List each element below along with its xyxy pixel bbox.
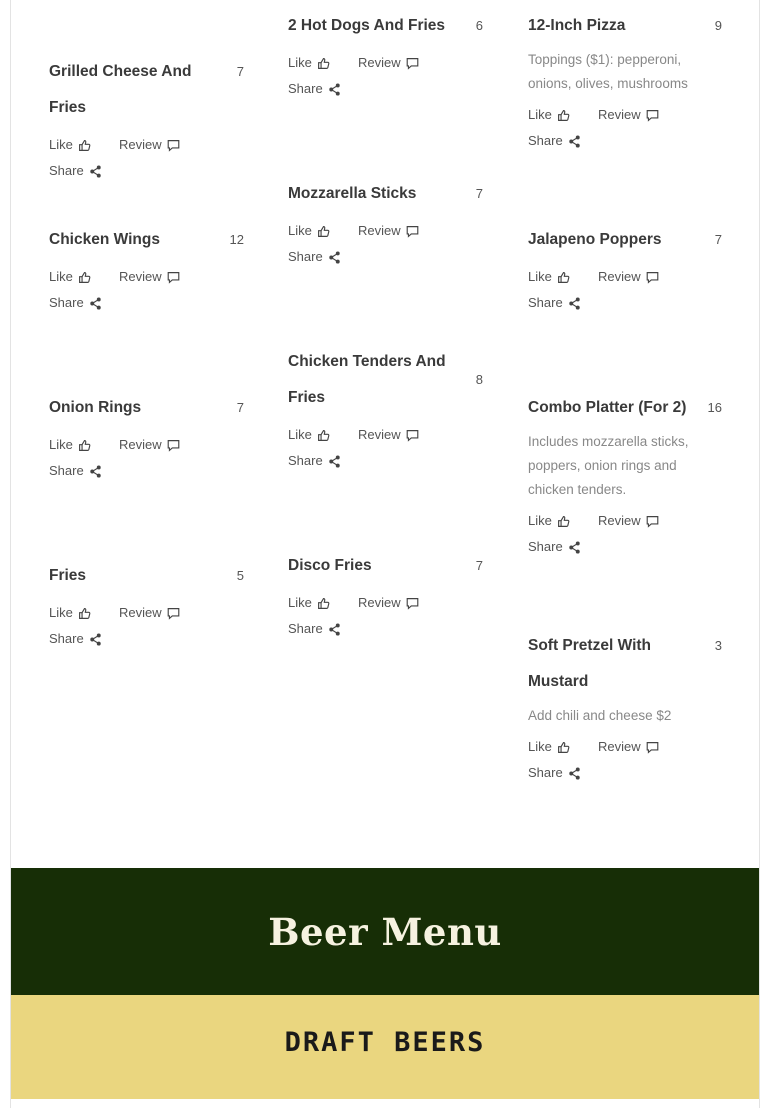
share-icon — [328, 623, 341, 636]
share-label: Share — [288, 81, 323, 96]
menu-item-disco-fries — [288, 548, 483, 642]
like-button[interactable] — [49, 600, 91, 626]
menu-item-header — [49, 222, 244, 258]
review-label: Review — [119, 605, 162, 620]
menu-item-name: Grilled Cheese And Fries — [49, 63, 192, 116]
draft-beers-banner — [11, 995, 759, 1099]
menu-item-header — [528, 222, 722, 258]
review-label: Review — [358, 427, 401, 442]
like-button[interactable] — [49, 132, 91, 158]
menu-item-name: Soft Pretzel With Mustard — [528, 637, 652, 690]
review-button[interactable] — [119, 132, 180, 158]
thumbs-up-icon — [78, 139, 91, 152]
thumbs-up-icon — [317, 429, 330, 442]
share-button[interactable] — [49, 158, 102, 184]
share-button[interactable] — [288, 448, 341, 474]
thumbs-up-icon — [78, 439, 91, 452]
menu-item-actions — [49, 600, 244, 652]
like-button[interactable] — [49, 432, 91, 458]
like-label: Like — [49, 605, 73, 620]
menu-item-header — [288, 176, 483, 212]
share-button[interactable] — [49, 458, 102, 484]
menu-item-name: Mozzarella Sticks — [288, 185, 417, 202]
comment-icon — [646, 741, 659, 754]
menu-item-name: Jalapeno Poppers — [528, 231, 662, 248]
comment-icon — [406, 429, 419, 442]
menu-item-header — [288, 344, 483, 416]
menu-item-grilled-cheese-and-fries — [49, 54, 244, 184]
like-button[interactable] — [49, 264, 91, 290]
review-label: Review — [358, 55, 401, 70]
like-label: Like — [528, 107, 552, 122]
comment-icon — [646, 515, 659, 528]
menu-item-header — [528, 8, 722, 44]
share-button[interactable] — [288, 244, 341, 270]
share-button[interactable] — [528, 760, 581, 786]
share-icon — [568, 297, 581, 310]
review-button[interactable] — [598, 508, 659, 534]
share-icon — [89, 633, 102, 646]
menu-item-fries — [49, 558, 244, 652]
menu-item-2-hot-dogs-and-fries — [288, 8, 483, 102]
menu-item-actions — [49, 432, 244, 484]
comment-icon — [167, 607, 180, 620]
share-label: Share — [49, 163, 84, 178]
menu-item-actions — [288, 50, 483, 102]
thumbs-up-icon — [557, 515, 570, 528]
menu-item-actions — [528, 264, 722, 316]
menu-item-name: Combo Platter (For 2) — [528, 399, 687, 416]
menu-item-header — [49, 390, 244, 426]
menu-item-name: Onion Rings — [49, 399, 142, 416]
review-label: Review — [358, 595, 401, 610]
menu-item-name: 12-Inch Pizza — [528, 17, 626, 34]
beer-menu-banner — [11, 868, 759, 995]
like-label: Like — [288, 595, 312, 610]
thumbs-up-icon — [317, 225, 330, 238]
menu-item-header — [49, 54, 244, 126]
like-button[interactable] — [288, 590, 330, 616]
like-button[interactable] — [528, 264, 570, 290]
review-button[interactable] — [598, 102, 659, 128]
thumbs-up-icon — [317, 57, 330, 70]
comment-icon — [167, 271, 180, 284]
menu-item-name: Chicken Tenders And Fries — [288, 353, 446, 406]
like-label: Like — [288, 55, 312, 70]
share-label: Share — [49, 463, 84, 478]
review-button[interactable] — [598, 734, 659, 760]
like-label: Like — [528, 513, 552, 528]
menu-item-price: 9 — [714, 18, 722, 33]
menu-item-actions — [49, 132, 244, 184]
like-label: Like — [49, 137, 73, 152]
like-button[interactable] — [528, 734, 570, 760]
like-label: Like — [49, 437, 73, 452]
review-button[interactable] — [358, 590, 419, 616]
menu-item-price: 7 — [236, 64, 244, 79]
draft-beers-title: DRAFT BEERS — [284, 1026, 486, 1058]
menu-item-name: Chicken Wings — [49, 231, 160, 248]
menu-item-actions — [288, 422, 483, 474]
menu-item-price: 12 — [229, 232, 244, 247]
share-button[interactable] — [528, 128, 581, 154]
menu-item-actions — [288, 590, 483, 642]
share-icon — [89, 297, 102, 310]
menu-item-combo-platter-for-2 — [528, 390, 722, 560]
menu-item-price: 6 — [475, 18, 483, 33]
share-button[interactable] — [288, 616, 341, 642]
share-icon — [89, 465, 102, 478]
review-button[interactable] — [358, 50, 419, 76]
review-button[interactable] — [119, 264, 180, 290]
comment-icon — [167, 139, 180, 152]
menu-item-soft-pretzel-with-mustard — [528, 628, 722, 786]
review-label: Review — [119, 437, 162, 452]
share-icon — [328, 83, 341, 96]
comment-icon — [646, 271, 659, 284]
menu-item-name: 2 Hot Dogs And Fries — [288, 17, 446, 34]
menu-item-actions — [288, 218, 483, 270]
like-label: Like — [528, 269, 552, 284]
share-icon — [568, 541, 581, 554]
menu-item-price: 5 — [236, 568, 244, 583]
menu-item-header — [288, 8, 483, 44]
share-label: Share — [528, 539, 563, 554]
menu-item-mozzarella-sticks — [288, 176, 483, 270]
menu-item-actions — [528, 102, 722, 154]
menu-item-12-inch-pizza — [528, 8, 722, 154]
review-label: Review — [119, 137, 162, 152]
thumbs-up-icon — [557, 741, 570, 754]
like-button[interactable] — [288, 422, 330, 448]
thumbs-up-icon — [557, 109, 570, 122]
review-label: Review — [598, 739, 641, 754]
menu-item-header — [528, 390, 722, 426]
like-label: Like — [288, 427, 312, 442]
share-button[interactable] — [49, 290, 102, 316]
menu-item-description: Toppings ($1): pepperoni, onions, olives, mushrooms — [528, 52, 688, 91]
review-label: Review — [119, 269, 162, 284]
share-button[interactable] — [288, 76, 341, 102]
comment-icon — [406, 597, 419, 610]
share-label: Share — [288, 621, 323, 636]
menu-item-header — [528, 628, 722, 700]
like-label: Like — [288, 223, 312, 238]
thumbs-up-icon — [317, 597, 330, 610]
share-icon — [89, 165, 102, 178]
comment-icon — [646, 109, 659, 122]
share-label: Share — [288, 249, 323, 264]
menu-item-price: 7 — [475, 186, 483, 201]
share-label: Share — [288, 453, 323, 468]
thumbs-up-icon — [78, 271, 91, 284]
comment-icon — [406, 225, 419, 238]
share-label: Share — [528, 295, 563, 310]
share-button[interactable] — [528, 290, 581, 316]
review-label: Review — [598, 269, 641, 284]
review-label: Review — [358, 223, 401, 238]
share-icon — [568, 135, 581, 148]
menu-item-header — [288, 548, 483, 584]
like-button[interactable] — [288, 50, 330, 76]
share-icon — [328, 251, 341, 264]
menu-item-name: Disco Fries — [288, 557, 372, 574]
review-button[interactable] — [358, 422, 419, 448]
menu-item-price: 3 — [714, 638, 722, 653]
share-label: Share — [528, 765, 563, 780]
menu-item-price: 16 — [707, 400, 722, 415]
menu-item-price: 7 — [236, 400, 244, 415]
comment-icon — [406, 57, 419, 70]
menu-item-chicken-tenders-and-fries — [288, 344, 483, 474]
review-button[interactable] — [598, 264, 659, 290]
share-button[interactable] — [528, 534, 581, 560]
menu-item-name: Fries — [49, 567, 87, 584]
menu-item-actions — [528, 734, 722, 786]
menu-item-header — [49, 558, 244, 594]
like-label: Like — [528, 739, 552, 754]
like-button[interactable] — [528, 102, 570, 128]
review-button[interactable] — [119, 600, 180, 626]
menu-item-jalapeno-poppers — [528, 222, 722, 316]
like-button[interactable] — [528, 508, 570, 534]
menu-item-actions — [49, 264, 244, 316]
thumbs-up-icon — [557, 271, 570, 284]
menu-item-chicken-wings — [49, 222, 244, 316]
share-label: Share — [49, 631, 84, 646]
comment-icon — [167, 439, 180, 452]
menu-item-actions — [528, 508, 722, 560]
review-button[interactable] — [119, 432, 180, 458]
review-label: Review — [598, 513, 641, 528]
review-button[interactable] — [358, 218, 419, 244]
menu-item-description: Includes mozzarella sticks, poppers, onion rings and chicken tenders. — [528, 434, 689, 497]
share-label: Share — [49, 295, 84, 310]
menu-item-description: Add chili and cheese $2 — [528, 708, 672, 723]
like-button[interactable] — [288, 218, 330, 244]
share-label: Share — [528, 133, 563, 148]
like-label: Like — [49, 269, 73, 284]
share-icon — [328, 455, 341, 468]
menu-item-price: 7 — [714, 232, 722, 247]
share-icon — [568, 767, 581, 780]
share-button[interactable] — [49, 626, 102, 652]
menu-item-price: 7 — [475, 558, 483, 573]
beer-menu-title: Beer Menu — [268, 909, 502, 954]
review-label: Review — [598, 107, 641, 122]
menu-item-price: 8 — [475, 372, 483, 387]
menu-item-onion-rings — [49, 390, 244, 484]
thumbs-up-icon — [78, 607, 91, 620]
